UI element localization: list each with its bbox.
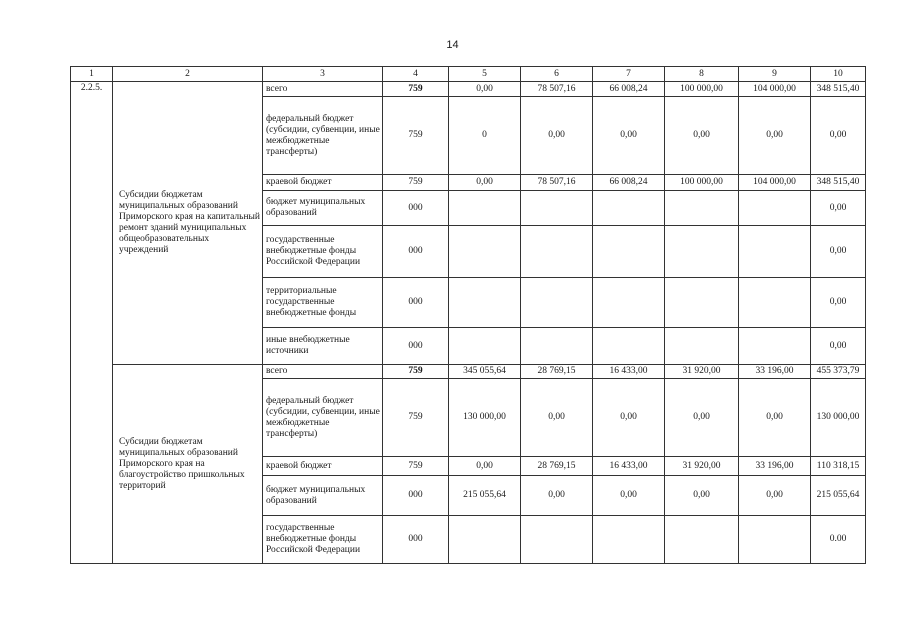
value-cell — [739, 226, 811, 278]
value-cell: 66 008,24 — [593, 175, 665, 191]
value-cell: 0.00 — [811, 516, 866, 564]
page-number: 14 — [446, 39, 459, 51]
header-cell: 7 — [593, 67, 665, 82]
value-cell: 0,00 — [811, 278, 866, 328]
value-cell — [593, 516, 665, 564]
value-cell: 0,00 — [811, 191, 866, 226]
value-cell — [665, 516, 739, 564]
value-cell — [665, 278, 739, 328]
value-cell: 130 000,00 — [449, 379, 521, 457]
value-cell: 31 920,00 — [665, 365, 739, 379]
value-cell: 348 515,40 — [811, 175, 866, 191]
value-cell: 130 000,00 — [811, 379, 866, 457]
budget-code: 000 — [383, 226, 449, 278]
budget-code: 000 — [383, 328, 449, 365]
value-cell — [449, 516, 521, 564]
funding-source: краевой бюджет — [263, 175, 383, 191]
value-cell — [665, 191, 739, 226]
value-cell — [665, 226, 739, 278]
value-cell: 78 507,16 — [521, 82, 593, 97]
value-cell — [739, 191, 811, 226]
value-cell: 33 196,00 — [739, 365, 811, 379]
table-row — [71, 365, 866, 379]
value-cell: 16 433,00 — [593, 457, 665, 476]
value-cell: 0,00 — [665, 476, 739, 516]
budget-table — [70, 66, 866, 564]
value-cell: 104 000,00 — [739, 82, 811, 97]
budget-code: 759 — [383, 97, 449, 175]
value-cell — [449, 226, 521, 278]
value-cell: 0,00 — [449, 457, 521, 476]
value-cell: 0,00 — [593, 476, 665, 516]
value-cell: 215 055,64 — [811, 476, 866, 516]
value-cell: 100 000,00 — [665, 175, 739, 191]
value-cell — [521, 226, 593, 278]
value-cell: 215 055,64 — [449, 476, 521, 516]
header-cell: 6 — [521, 67, 593, 82]
value-cell — [593, 328, 665, 365]
budget-code: 759 — [383, 82, 449, 97]
budget-code: 000 — [383, 278, 449, 328]
value-cell: 66 008,24 — [593, 82, 665, 97]
funding-source: краевой бюджет — [263, 457, 383, 476]
value-cell: 31 920,00 — [665, 457, 739, 476]
value-cell: 0,00 — [665, 379, 739, 457]
value-cell — [521, 516, 593, 564]
budget-code: 000 — [383, 191, 449, 226]
header-cell: 1 — [71, 67, 113, 82]
value-cell: 16 433,00 — [593, 365, 665, 379]
value-cell: 0,00 — [811, 226, 866, 278]
value-cell — [521, 278, 593, 328]
value-cell: 0,00 — [739, 379, 811, 457]
funding-source: федеральный бюджет (субсидии, субвенции, иные межбюджетные трансферты) — [263, 379, 383, 457]
value-cell — [593, 226, 665, 278]
funding-source: всего — [263, 82, 383, 97]
funding-source: федеральный бюджет (субсидии, субвенции, иные межбюджетные трансферты) — [263, 97, 383, 175]
row-number: 2.2.5. — [71, 82, 113, 564]
header-cell: 4 — [383, 67, 449, 82]
value-cell — [449, 278, 521, 328]
value-cell: 455 373,79 — [811, 365, 866, 379]
value-cell: 78 507,16 — [521, 175, 593, 191]
header-cell: 2 — [113, 67, 263, 82]
value-cell — [665, 328, 739, 365]
value-cell: 110 318,15 — [811, 457, 866, 476]
budget-code: 759 — [383, 365, 449, 379]
measure-description: Субсидии бюджетам муниципальных образований Приморского края на благоустройство пришкольных территорий — [113, 365, 263, 564]
funding-source: бюджет муниципальных образований — [263, 476, 383, 516]
value-cell — [739, 278, 811, 328]
value-cell: 28 769,15 — [521, 365, 593, 379]
funding-source: территориальные государственные внебюджетные фонды — [263, 278, 383, 328]
budget-code: 759 — [383, 175, 449, 191]
measure-description: Субсидии бюджетам муниципальных образований Приморского края на капитальный ремонт зданий муниципальных общеобразовательных учреждений — [113, 82, 263, 365]
budget-code: 759 — [383, 457, 449, 476]
value-cell: 104 000,00 — [739, 175, 811, 191]
header-cell: 9 — [739, 67, 811, 82]
value-cell: 0 — [449, 97, 521, 175]
value-cell — [521, 191, 593, 226]
budget-code: 000 — [383, 516, 449, 564]
value-cell: 0,00 — [811, 97, 866, 175]
funding-source: всего — [263, 365, 383, 379]
value-cell: 28 769,15 — [521, 457, 593, 476]
value-cell — [739, 328, 811, 365]
funding-source: государственные внебюджетные фонды Российской Федерации — [263, 226, 383, 278]
value-cell: 0,00 — [521, 379, 593, 457]
value-cell: 345 055,64 — [449, 365, 521, 379]
value-cell — [593, 191, 665, 226]
header-cell: 5 — [449, 67, 521, 82]
budget-code: 000 — [383, 476, 449, 516]
header-row — [71, 67, 866, 82]
value-cell: 0,00 — [593, 97, 665, 175]
value-cell: 0,00 — [739, 97, 811, 175]
budget-code: 759 — [383, 379, 449, 457]
value-cell: 0,00 — [521, 97, 593, 175]
value-cell — [449, 328, 521, 365]
header-cell: 10 — [811, 67, 866, 82]
table-row — [71, 82, 866, 97]
value-cell: 348 515,40 — [811, 82, 866, 97]
value-cell: 0,00 — [593, 379, 665, 457]
funding-source: бюджет муниципальных образований — [263, 191, 383, 226]
value-cell — [449, 191, 521, 226]
value-cell — [739, 516, 811, 564]
value-cell: 0,00 — [521, 476, 593, 516]
value-cell: 0,00 — [811, 328, 866, 365]
value-cell: 0,00 — [739, 476, 811, 516]
value-cell: 100 000,00 — [665, 82, 739, 97]
funding-source: государственные внебюджетные фонды Российской Федерации — [263, 516, 383, 564]
value-cell — [521, 328, 593, 365]
header-cell: 3 — [263, 67, 383, 82]
value-cell: 33 196,00 — [739, 457, 811, 476]
value-cell: 0,00 — [449, 82, 521, 97]
header-cell: 8 — [665, 67, 739, 82]
value-cell — [593, 278, 665, 328]
value-cell: 0,00 — [449, 175, 521, 191]
value-cell: 0,00 — [665, 97, 739, 175]
funding-source: иные внебюджетные источники — [263, 328, 383, 365]
